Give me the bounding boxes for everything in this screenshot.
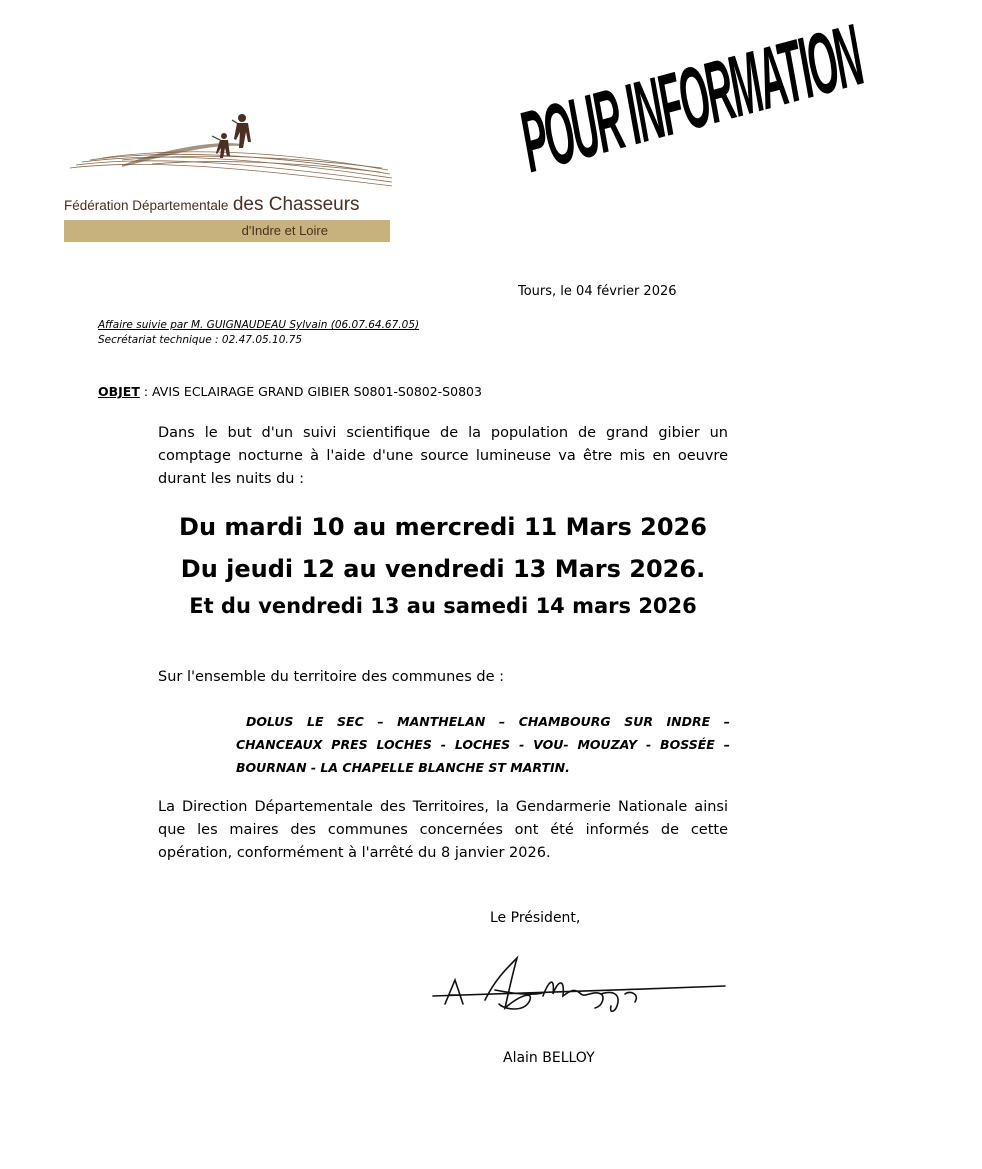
subject-line (98, 384, 482, 399)
logo-title (64, 194, 360, 216)
signatory-title: Le Président, (490, 910, 581, 926)
subject-text: : AVIS ECLAIRAGE GRAND GIBIER S0801-S0802-S0803 (139, 384, 482, 399)
followup-contact: Affaire suivie par M. GUIGNAUDEAU Sylvain (06.07.64.67.05) (98, 319, 420, 331)
stamp-text: POUR INFORMATION (510, 6, 872, 191)
communes-text: DOLUS LE SEC – MANTHELAN – CHAMBOURG SUR INDRE – CHANCEAUX PRES LOCHES - LOCHES - VOU- MOUZAY - BOSSÉE – BOURNAN - LA CHAPELLE BLANCHE ST MARTIN. (236, 714, 730, 775)
followup-block (98, 318, 419, 348)
intro-paragraph: Dans le but d'un suivi scientifique de la population de grand gibier un comptage nocturne à l'aide d'une source lumineuse va être mis en oeuvre durant les nuits du : (158, 425, 728, 487)
closing-paragraph: La Direction Départementale des Territoires, la Gendarmerie Nationale ainsi que les maires des communes concernées ont été informés de cette opération, conformément à l'arrêté du 8 janvier 2026. (158, 799, 728, 861)
date-line: Tours, le 04 février 2026 (518, 284, 677, 299)
federation-logo (62, 110, 394, 244)
handwritten-signature (425, 950, 735, 1030)
subject-label: OBJET (98, 384, 140, 399)
date-range-3: Et du vendredi 13 au samedi 14 mars 2026 (189, 594, 697, 618)
date-range-1: Du mardi 10 au mercredi 11 Mars 2026 (179, 513, 707, 541)
followup-secretariat: Secrétariat technique : 02.47.05.10.75 (98, 334, 303, 346)
territory-intro: Sur l'ensemble du territoire des communes de : (158, 669, 504, 685)
logo-subtitle: d'Indre et Loire (241, 223, 328, 238)
signatory-name: Alain BELLOY (503, 1050, 595, 1066)
logo-band (64, 220, 390, 242)
hunters-field-icon (62, 110, 394, 194)
communes-list (236, 710, 730, 779)
date-range-2: Du jeudi 12 au vendredi 13 Mars 2026. (180, 555, 706, 583)
logo-title-small: Fédération Départementale (64, 198, 229, 213)
logo-title-big: des Chasseurs (232, 194, 360, 215)
pour-information-stamp (412, 6, 872, 250)
